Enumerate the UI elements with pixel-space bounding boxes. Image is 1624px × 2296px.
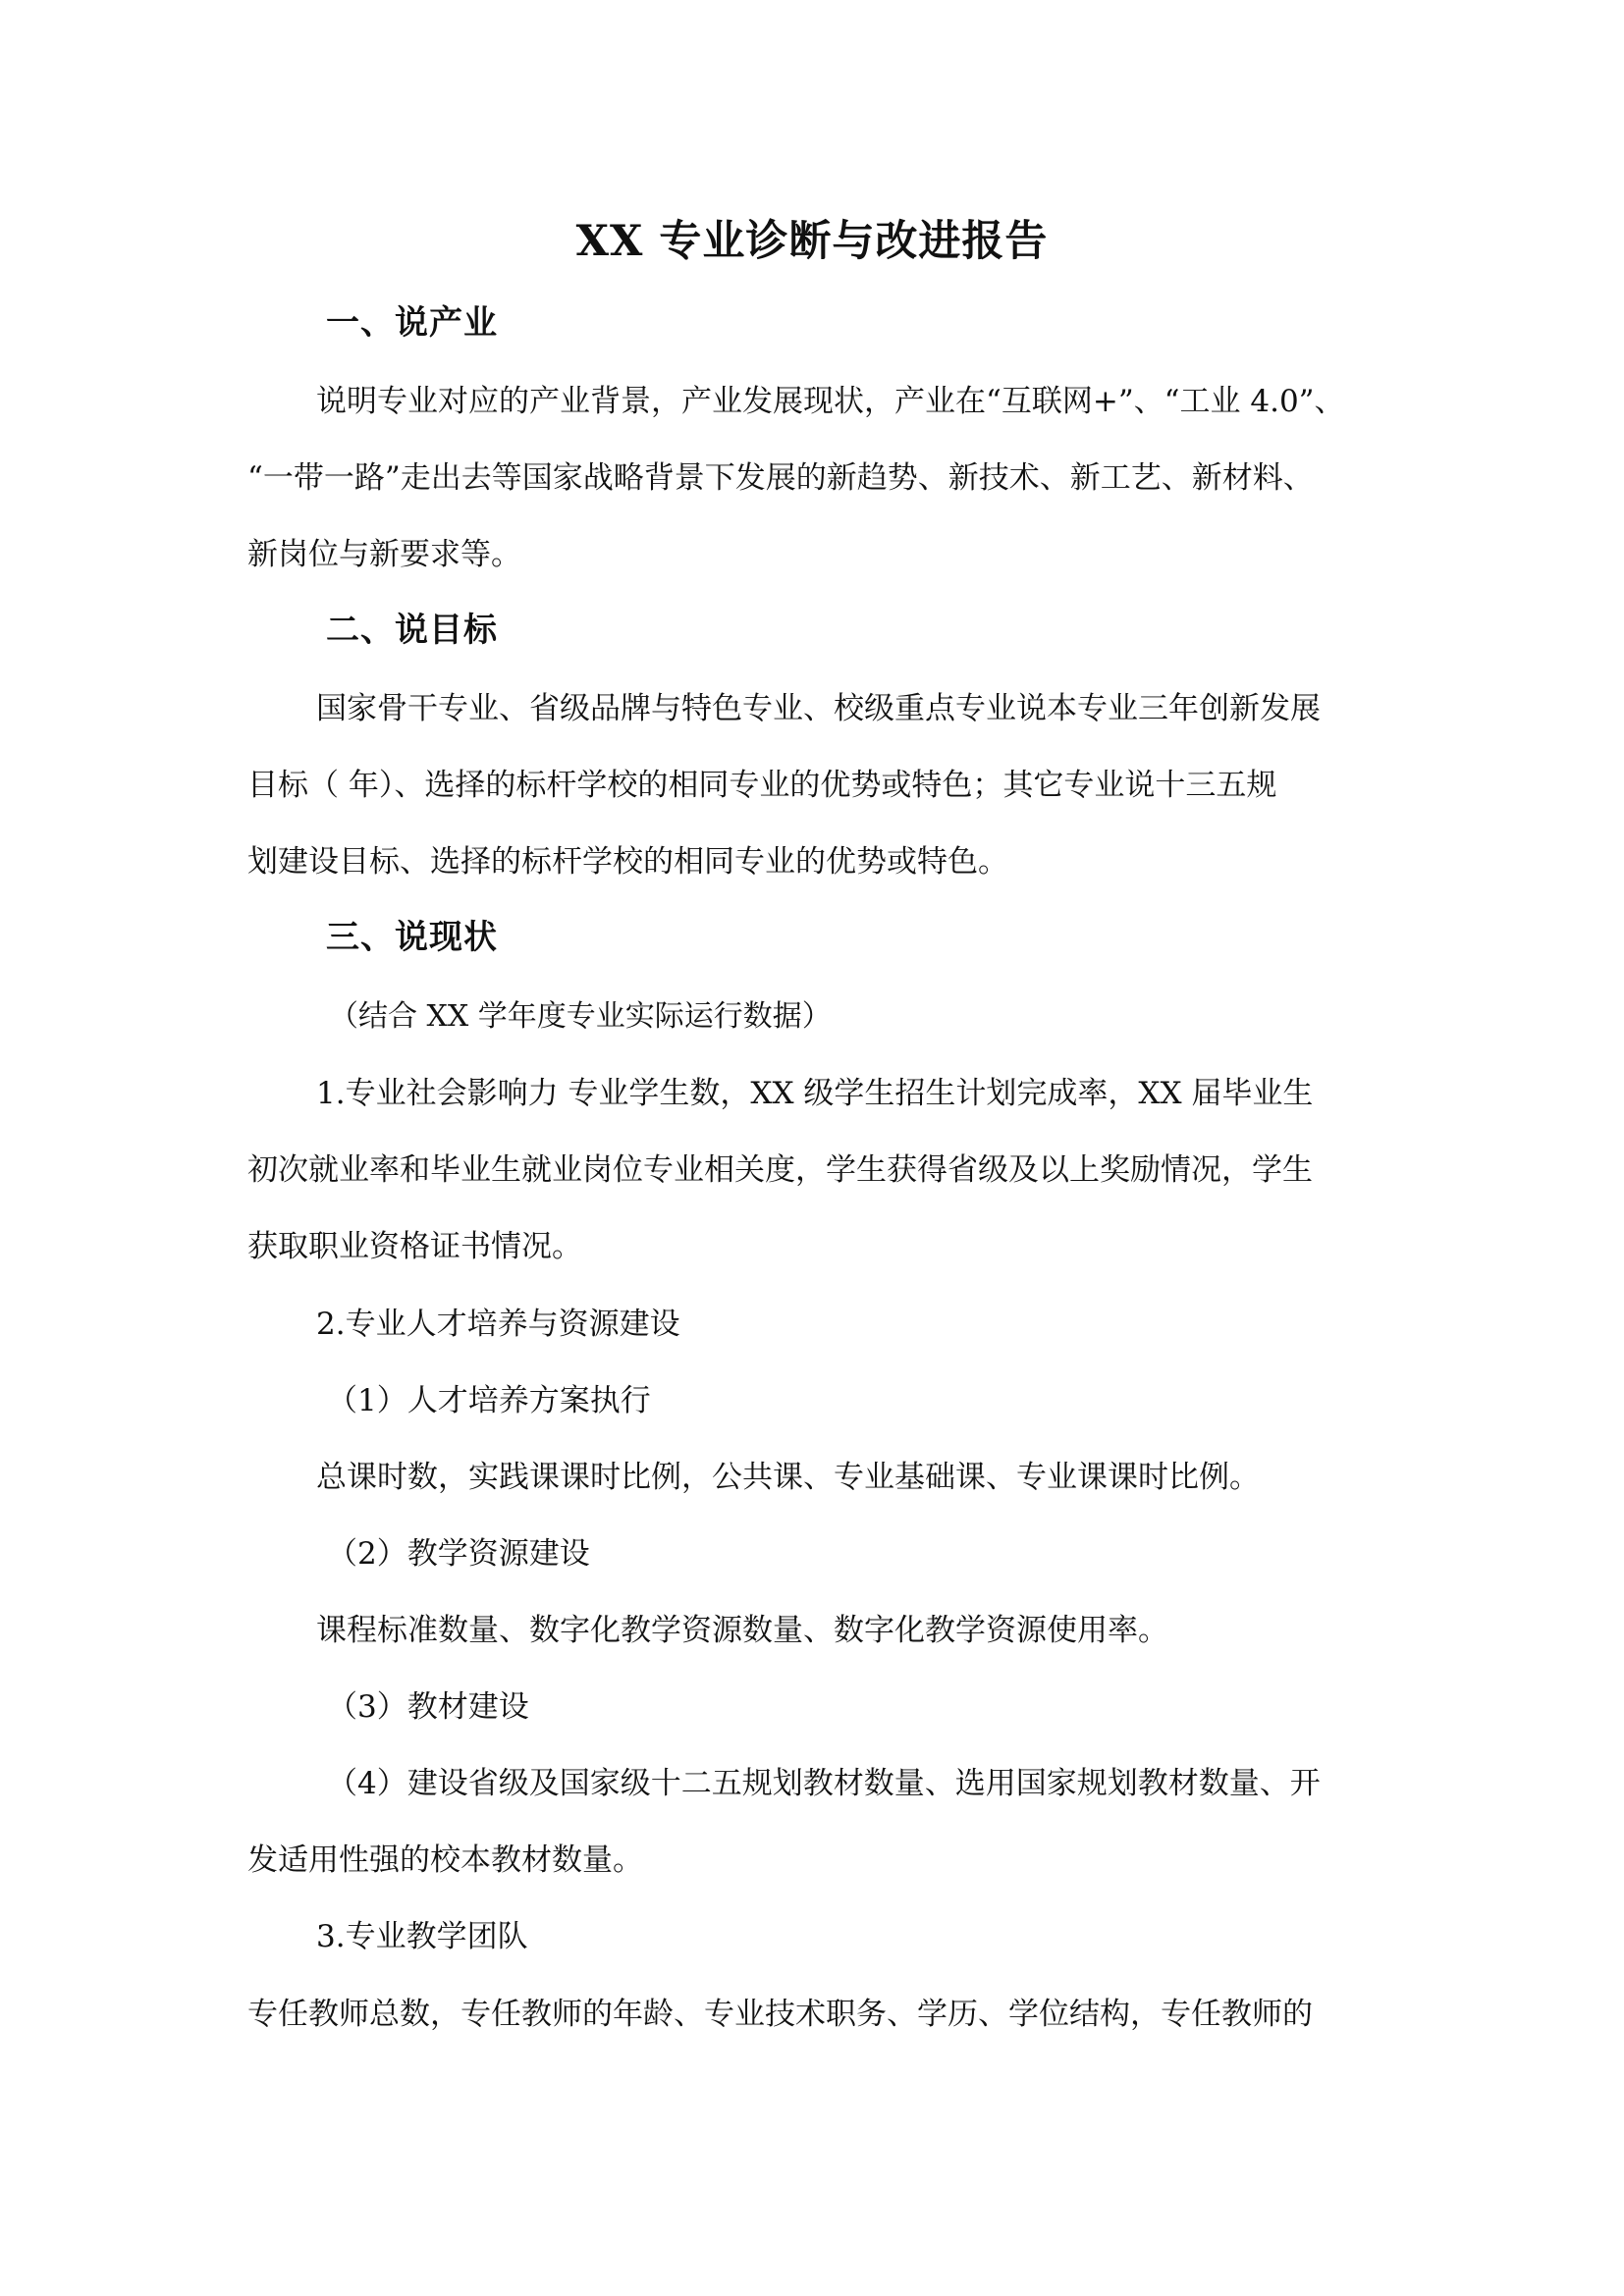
paragraph-line: 总课时数，实践课课时比例，公共课、专业基础课、专业课课时比例。 (316, 1460, 1260, 1495)
section-heading-industry: 一、说产业 (326, 303, 498, 343)
subitem-heading: （1）人才培养方案执行 (327, 1383, 651, 1418)
paragraph-line: （4）建设省级及国家级十二五规划教材数量、选用国家规划教材数量、开 (327, 1766, 1321, 1801)
subitem-heading: （3）教材建设 (327, 1689, 529, 1725)
paragraph-line: 国家骨干专业、省级品牌与特色专业、校级重点专业说本专业三年创新发展 (316, 691, 1321, 726)
paragraph-line: 课程标准数量、数字化教学资源数量、数字化教学资源使用率。 (316, 1613, 1168, 1648)
subheading-talent-resources: 2.专业人才培养与资源建设 (316, 1307, 680, 1342)
paragraph-line: 获取职业资格证书情况。 (247, 1229, 582, 1264)
paragraph-line: “一带一路”走出去等国家战略背景下发展的新趋势、新技术、新工艺、新材料、 (247, 460, 1314, 496)
paragraph-line: 发适用性强的校本教材数量。 (247, 1842, 643, 1878)
paragraph-line: 初次就业率和毕业生就业岗位专业相关度，学生获得省级及以上奖励情况，学生 (247, 1152, 1313, 1188)
status-note: （结合 XX 学年度专业实际运行数据） (329, 999, 832, 1034)
section-heading-status: 三、说现状 (326, 918, 498, 957)
section-heading-goals: 二、说目标 (326, 611, 498, 650)
subheading-teaching-team: 3.专业教学团队 (316, 1919, 528, 1954)
subitem-heading: （2）教学资源建设 (327, 1536, 590, 1572)
paragraph-line: 新岗位与新要求等。 (247, 537, 521, 572)
document-title: XX 专业诊断与改进报告 (575, 217, 1049, 266)
paragraph-line: 划建设目标、选择的标杆学校的相同专业的优势或特色。 (247, 844, 1008, 880)
paragraph-line: 1.专业社会影响力 专业学生数，XX 级学生招生计划完成率，XX 届毕业生 (316, 1076, 1314, 1111)
paragraph-line: 专任教师总数，专任教师的年龄、专业技术职务、学历、学位结构，专任教师的 (247, 1997, 1313, 2032)
paragraph-line: 说明专业对应的产业背景，产业发展现状，产业在“互联网+”、“工业 4.0”、 (316, 384, 1345, 419)
paragraph-line: 目标（ 年）、选择的标杆学校的相同专业的优势或特色；其它专业说十三五规 (247, 768, 1277, 803)
